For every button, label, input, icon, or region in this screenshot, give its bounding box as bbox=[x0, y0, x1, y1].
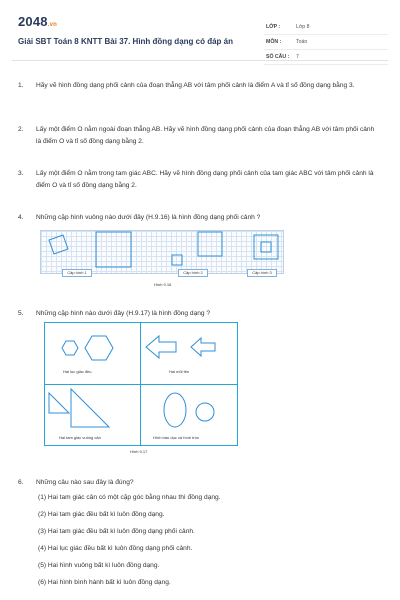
option-3: (3) Hai tam giác đều bất kì luôn đồng dạng phối cảnh. bbox=[38, 528, 195, 535]
question-text: Những cặp hình nào dưới đây (H.9.17) là hình đồng dạng ? bbox=[36, 310, 211, 317]
question-text: Những câu nào sau đây là đúng? bbox=[36, 479, 134, 486]
meta-row-subject bbox=[264, 35, 388, 50]
site-logo[interactable] bbox=[18, 14, 57, 29]
hexagon-small bbox=[62, 341, 78, 355]
meta-key: SỐ CÂU : bbox=[266, 54, 290, 60]
figure-label-9-16: Hình 9.16 bbox=[154, 282, 172, 287]
cell-label-ellipse-circle: Hình bầu dục và hình tròn bbox=[153, 435, 200, 440]
square-large-2 bbox=[198, 232, 222, 256]
option-2: (2) Hai tam giác đều bất kì luôn đồng dạng. bbox=[38, 511, 165, 518]
triangle-large bbox=[71, 389, 109, 427]
caption-pair-1: Cặp hình 1 bbox=[62, 269, 92, 277]
figure-9-16 bbox=[40, 230, 284, 274]
meta-row-class bbox=[264, 20, 388, 35]
question-number: 6. bbox=[18, 479, 24, 486]
question-number: 1. bbox=[18, 82, 24, 89]
triangle-small bbox=[49, 393, 69, 413]
figure-9-17 bbox=[44, 322, 238, 446]
square-small-2 bbox=[172, 255, 182, 265]
question-text: Hãy vẽ hình đồng dạng phối cảnh của đoạn thẳng AB với tâm phối cảnh là điểm A và tỉ số đồng dạng bằng 3. bbox=[36, 82, 355, 89]
arrow-small bbox=[191, 338, 215, 356]
cell-label-triangles: Hai tam giác vuông cân bbox=[59, 435, 101, 440]
meta-value: Toán bbox=[296, 39, 308, 45]
meta-table bbox=[264, 20, 388, 65]
question-number: 5. bbox=[18, 310, 24, 317]
meta-value: Lớp 8 bbox=[296, 24, 310, 30]
ellipse-shape bbox=[164, 393, 186, 427]
question-number: 2. bbox=[18, 126, 24, 133]
hexagon-large bbox=[85, 336, 113, 360]
meta-key: LỚP : bbox=[266, 24, 281, 30]
question-text: Lấy một điểm O nằm trong tam giác ABC. Hãy vẽ hình đồng dạng phối cảnh của tam giác ABC với tâm phối cảnh là điểm O và tỉ số đồng dạng bằng 2. bbox=[36, 170, 374, 189]
rotated-square-small bbox=[49, 235, 68, 254]
shape-pairs-illustration bbox=[45, 323, 237, 445]
logo-text: 2048 bbox=[18, 14, 48, 29]
question-text: Lấy một điểm O nằm ngoài đoạn thẳng AB. Hãy vẽ hình đồng dạng phối cảnh của đoạn thẳng AB với tâm phối cảnh là điểm O và tỉ số đồng dạng bằng 2. bbox=[36, 126, 375, 145]
caption-pair-2: Cặp hình 2 bbox=[178, 269, 208, 277]
figure-label-9-17: Hình 9.17 bbox=[130, 449, 148, 454]
option-1: (1) Hai tam giác cân có một cặp góc bằng nhau thì đồng dạng. bbox=[38, 494, 221, 501]
document-title: Giải SBT Toán 8 KNTT Bài 37. Hình đồng dạng có đáp án bbox=[18, 37, 233, 46]
logo-domain: .vn bbox=[47, 22, 58, 28]
question-number: 3. bbox=[18, 170, 24, 177]
question-number: 4. bbox=[18, 214, 24, 221]
meta-value: 7 bbox=[296, 54, 299, 60]
meta-key: MÔN : bbox=[266, 39, 282, 45]
cell-label-arrows: Hai mũi tên bbox=[169, 369, 190, 374]
square-small-3 bbox=[261, 242, 271, 252]
option-5: (5) Hai hình vuông bất kì luôn đồng dạng. bbox=[38, 562, 160, 569]
header bbox=[12, 8, 388, 61]
cell-label-hexagons: Hai lục giác đều bbox=[63, 369, 92, 374]
arrow-large bbox=[146, 336, 176, 358]
circle-shape bbox=[196, 403, 214, 421]
meta-row-count bbox=[264, 50, 388, 65]
square-large-3 bbox=[254, 235, 278, 259]
caption-pair-3: Cặp hình 3 bbox=[247, 269, 277, 277]
option-6: (6) Hai hình bình hành bất kì luôn đồng dạng. bbox=[38, 579, 171, 586]
square-large-1 bbox=[96, 232, 131, 267]
option-4: (4) Hai lục giác đều bất kì luôn đồng dạng phối cảnh. bbox=[38, 545, 193, 552]
square-pairs-illustration bbox=[41, 231, 283, 273]
question-text: Những cặp hình vuông nào dưới đây (H.9.16) là hình đồng dạng phối cảnh ? bbox=[36, 214, 261, 221]
